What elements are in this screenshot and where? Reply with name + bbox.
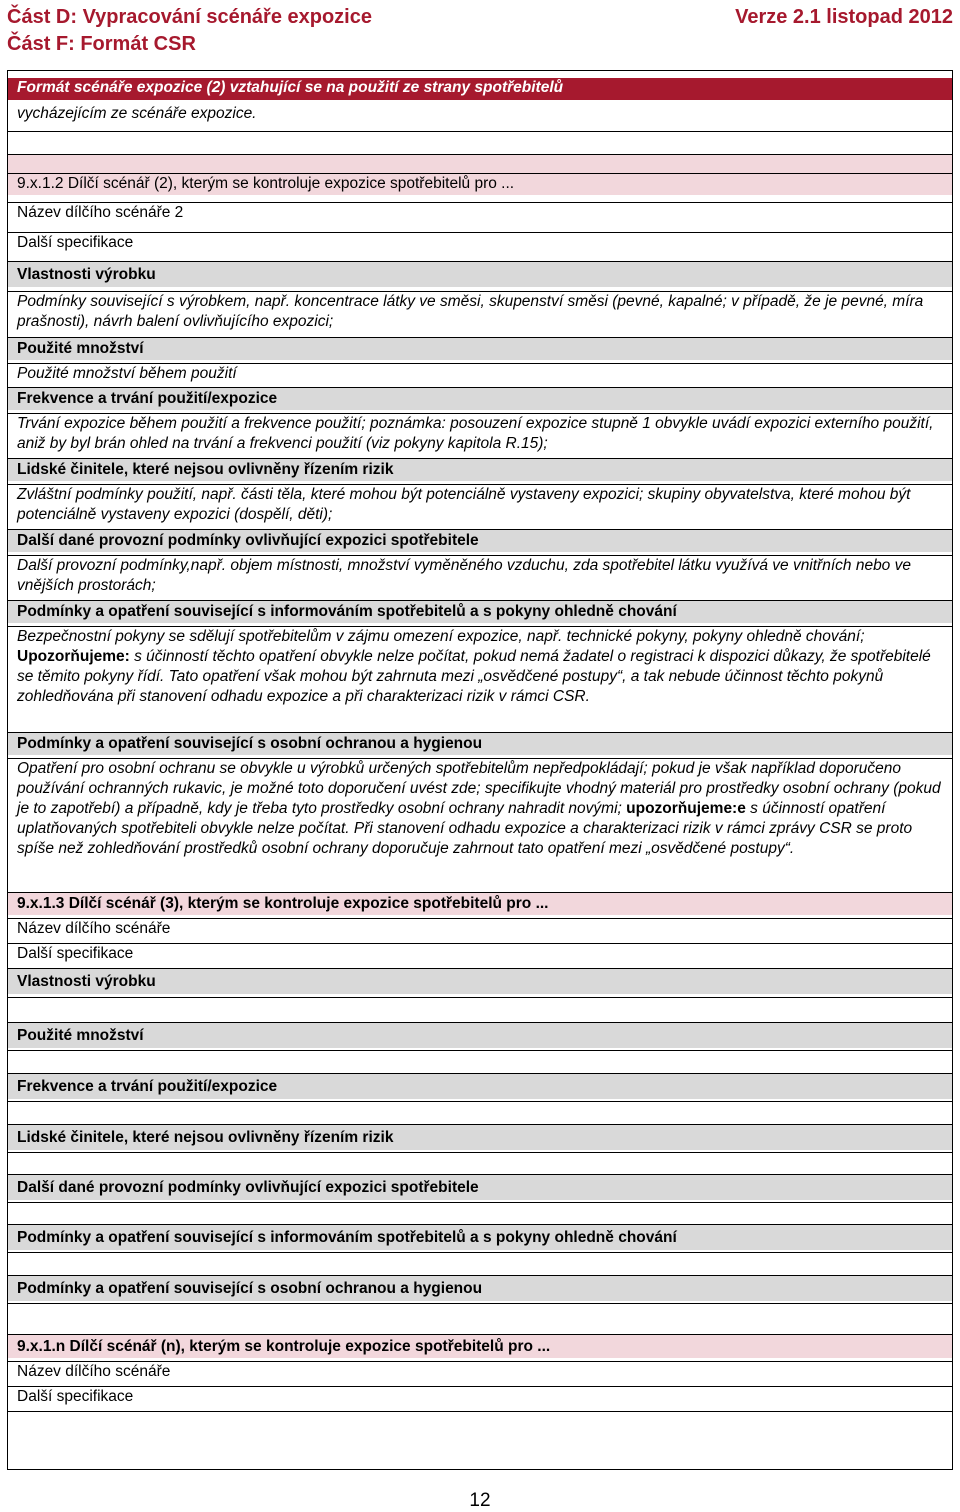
section2-other-heading: Další dané provozní podmínky ovlivňující expozici spotřebitele bbox=[8, 529, 952, 552]
section2-info-warning: Upozorňujeme: bbox=[17, 648, 130, 665]
blank-row bbox=[8, 1202, 952, 1224]
section2-human-text: Zvláštní podmínky použití, např. části těla, které mohou být potenciálně vystaveny expozici; skupiny obyvatelstva, které mohou být potenciálně vystaveny expozici (dospělí, děti); bbox=[8, 484, 952, 528]
section3-freq-heading: Frekvence a trvání použití/expozice bbox=[8, 1073, 952, 1099]
blank-row bbox=[8, 1252, 952, 1274]
section2-freq-text: Trvání expozice během použití a frekvence použití; poznámka: posouzení expozice stupně 1 obvykle uvádí expozici externího použití, aniž by byl brán ohled na trvání a frekvenci použití (viz pokyny kapitola R.15); bbox=[8, 413, 952, 457]
blank-row bbox=[8, 997, 952, 1019]
section3-ppe-heading: Podmínky a opatření související s osobní ochranou a hygienou bbox=[8, 1275, 952, 1301]
section2-name: Název dílčího scénáře 2 bbox=[8, 202, 952, 226]
section2-ppe-text-part1: Opatření pro osobní ochranu se obvykle u výrobků určených spotřebitelům nepředpokládají; pokud je však například doporučeno používání ochranných rukavic, je možné toto doporučení uvést zde; specifikujte vhodný materiál pro prostředky osobní ochrany (pokud je to zapotřebí) a případně, kdy je třeba tyto prostředky osobní ochrany nahradit novými; bbox=[17, 760, 941, 817]
section2-ppe-text bbox=[8, 758, 952, 882]
section3-product-heading: Vlastnosti výrobku bbox=[8, 968, 952, 994]
sectionN-name: Název dílčího scénáře bbox=[8, 1361, 952, 1383]
sectionN-title: 9.x.1.n Dílčí scénář (n), kterým se kontroluje expozice spotřebitelů pro ... bbox=[8, 1334, 952, 1358]
section2-other-text: Další provozní podmínky,např. objem místnosti, množství vyměněného vzduchu, zda spotřebitel látku využívá ve vnitřních nebo ve vnějších prostorách; bbox=[8, 555, 952, 599]
section3-amount-heading: Použité množství bbox=[8, 1022, 952, 1048]
section3-human-heading: Lidské činitele, které nejsou ovlivněny řízením rizik bbox=[8, 1124, 952, 1150]
section3-spec: Další specifikace bbox=[8, 943, 952, 965]
section2-amount-heading: Použité množství bbox=[8, 337, 952, 360]
blank-row bbox=[8, 1050, 952, 1072]
section2-title: 9.x.1.2 Dílčí scénář (2), kterým se kontroluje expozice spotřebitelů pro ... bbox=[8, 173, 952, 195]
section2-freq-heading: Frekvence a trvání použití/expozice bbox=[8, 387, 952, 410]
section2-info-text-part1: Bezpečnostní pokyny se sdělují spotřebitelům v zájmu omezení expozice, např. technické pokyny, pokyny ohledně chování; bbox=[17, 628, 865, 645]
blank-row bbox=[8, 1152, 952, 1174]
header-title-part-f: Část F: Formát CSR bbox=[7, 33, 196, 55]
section3-title: 9.x.1.3 Dílčí scénář (3), kterým se kontroluje expozice spotřebitelů pro ... bbox=[8, 892, 952, 915]
blank-row bbox=[8, 1303, 952, 1325]
section2-ppe-heading: Podmínky a opatření související s osobní ochranou a hygienou bbox=[8, 732, 952, 755]
sectionN-spec: Další specifikace bbox=[8, 1386, 952, 1408]
page-number: 12 bbox=[469, 1490, 491, 1511]
page-header bbox=[7, 4, 953, 60]
section3-other-heading: Další dané provozní podmínky ovlivňující expozici spotřebitele bbox=[8, 1174, 952, 1200]
section2-product-heading: Vlastnosti výrobku bbox=[8, 261, 952, 287]
section2-info-text-part2: s účinností těchto opatření obvykle nelze počítat, pokud nemá žadatel o registraci k dispozici důkazy, že spotřebitelé se těmito pokyny řídí. Tato opatření však mohou být zahrnuta mezi „osvědčené postupy“, a tak nebude účinnost těchto pokynů zohledňována při stanovení odhadu expozice a při charakterizaci rizik v rámci CSR. bbox=[17, 648, 931, 705]
blank-row bbox=[8, 154, 952, 174]
header-title-part-d: Část D: Vypracování scénáře expozice bbox=[7, 6, 372, 28]
section3-info-heading: Podmínky a opatření související s informováním spotřebitelů a s pokyny ohledně chování bbox=[8, 1224, 952, 1250]
header-version: Verze 2.1 listopad 2012 bbox=[735, 6, 953, 28]
section2-info-heading: Podmínky a opatření související s informováním spotřebitelů a s pokyny ohledně chování bbox=[8, 600, 952, 623]
section2-spec: Další specifikace bbox=[8, 232, 952, 256]
section2-ppe-text-part2: s účinností opatření uplatňovaných spotřebiteli obvykle nelze počítat. Při stanovení odhadu expozice a charakterizaci rizik v rámci zprávy CSR se proto spíše než zohledňování prostředků osobní ochrany doporučuje zahrnout tato opatření mezi „osvědčené postupy“. bbox=[17, 800, 913, 857]
intro-subtitle: vycházejícím ze scénáře expozice. bbox=[17, 105, 257, 122]
header-left bbox=[7, 4, 372, 58]
section2-ppe-warning: upozorňujeme:e bbox=[626, 800, 746, 817]
section2-product-text: Podmínky související s výrobkem, např. koncentrace látky ve směsi, skupenství směsi (pevné, kapalné; v případě, že je pevné, míra prašnosti), návrh balení ovlivňujícího expozici; bbox=[8, 291, 952, 332]
section2-amount-text: Použité množství během použití bbox=[8, 363, 952, 385]
blank-row bbox=[8, 131, 952, 153]
section2-info-text bbox=[8, 626, 952, 730]
section3-name: Název dílčího scénáře bbox=[8, 918, 952, 940]
blank-row bbox=[8, 1411, 952, 1463]
intro-title: Formát scénáře expozice (2) vztahující se na použití ze strany spotřebitelů bbox=[8, 78, 952, 100]
blank-row bbox=[8, 1101, 952, 1123]
section2-human-heading: Lidské činitele, které nejsou ovlivněny řízením rizik bbox=[8, 458, 952, 481]
